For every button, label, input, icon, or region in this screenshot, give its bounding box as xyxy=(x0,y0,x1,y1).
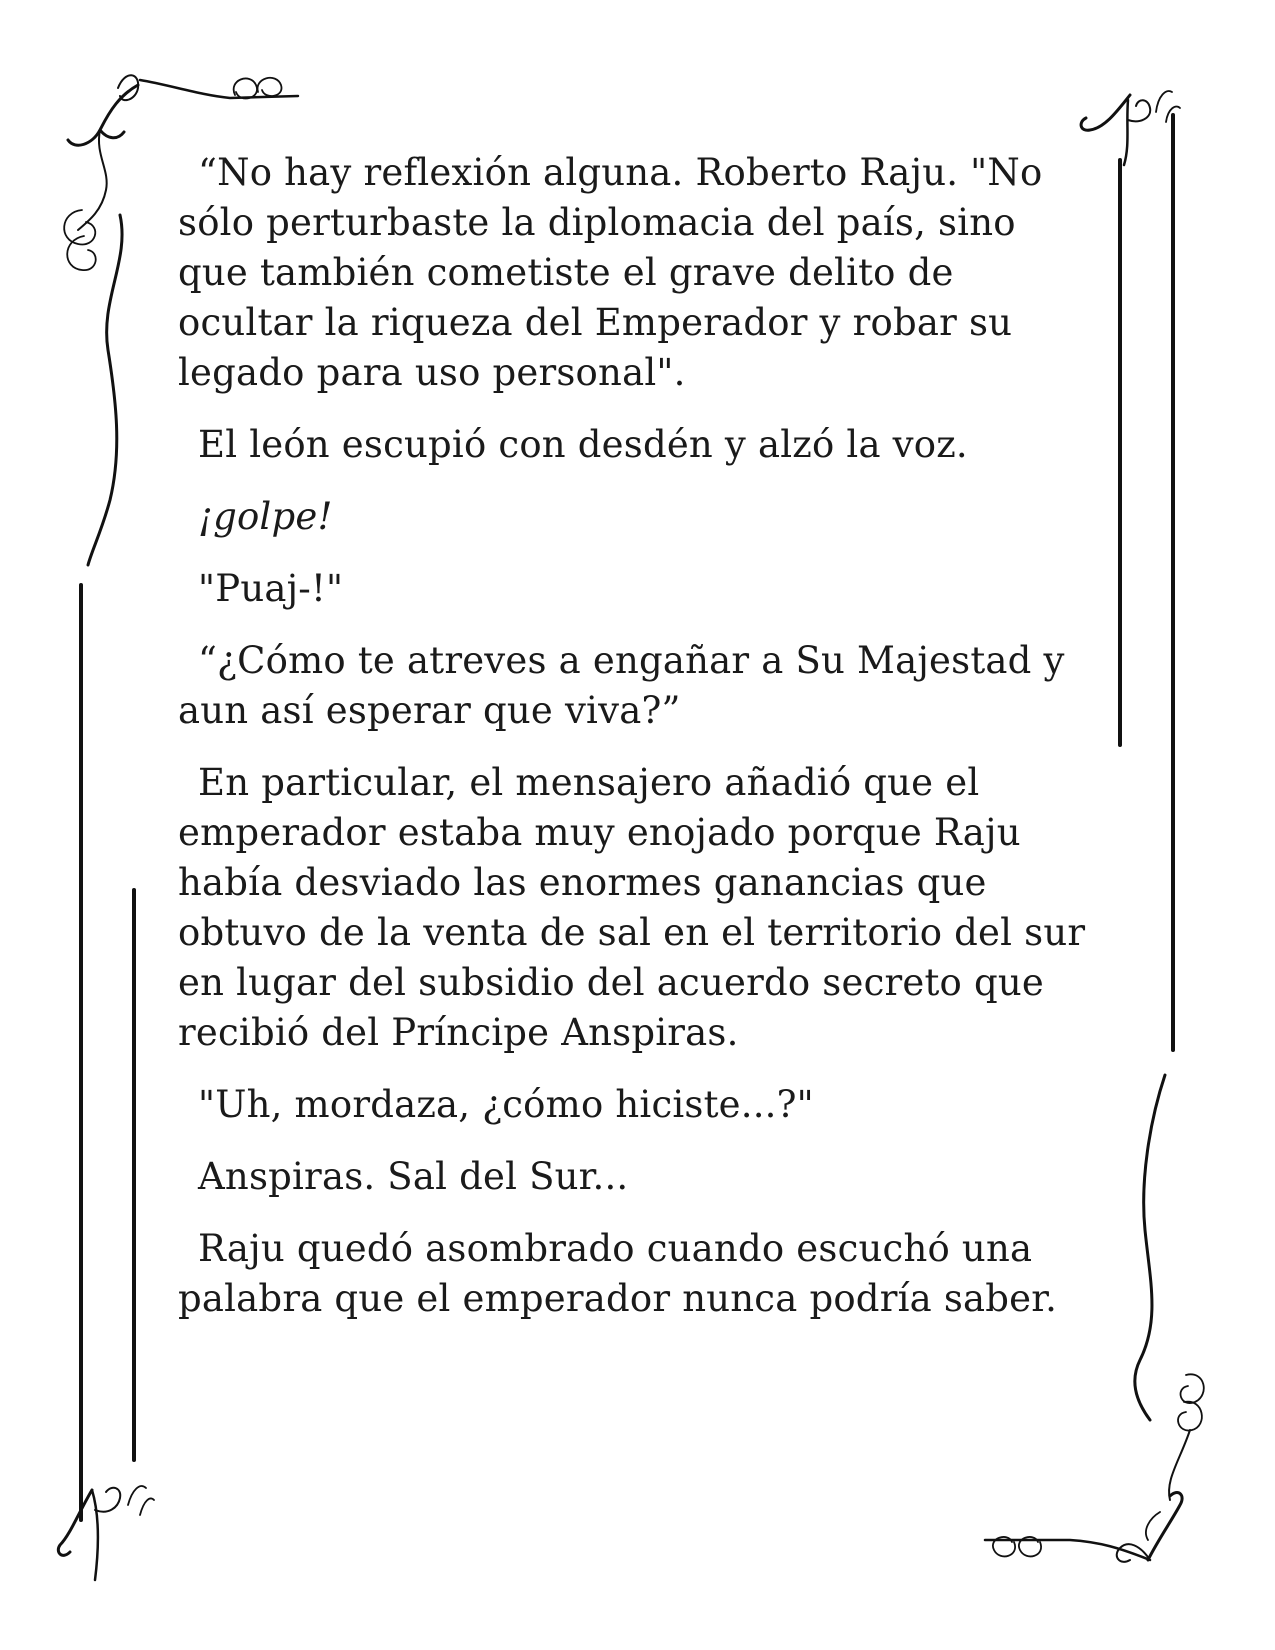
paragraph: "Uh, mordaza, ¿cómo hiciste...?" xyxy=(198,1083,814,1126)
paragraph: El león escupió con desdén y alzó la voz. xyxy=(198,423,968,466)
body-text xyxy=(178,148,1088,1346)
paragraph: Anspiras. Sal del Sur... xyxy=(198,1155,629,1198)
paragraph: “¿Cómo te atreves a engañar a Su Majestad y aun así esperar que viva?” xyxy=(178,639,1065,732)
bottom-left-flourish xyxy=(58,1486,154,1580)
top-right-flourish xyxy=(1081,91,1180,1050)
paragraph: “No hay reflexión alguna. Roberto Raju. "No sólo perturbaste la diplomacia del país, sino que también cometiste el grave delito de ocultar la riqueza del Emperador y robar su legado para uso personal". xyxy=(178,151,1043,394)
paragraph: "Puaj-!" xyxy=(198,567,344,610)
sound-effect: ¡golpe! xyxy=(198,495,333,538)
paragraph: Raju quedó asombrado cuando escuchó una palabra que el emperador nunca podría saber. xyxy=(178,1227,1058,1320)
paragraph: En particular, el mensajero añadió que el emperador estaba muy enojado porque Raju había desviado las enormes ganancias que obtuvo de la venta de sal en el territorio del sur en lugar del subsidio del acuerdo secreto que recibió del Príncipe Anspiras. xyxy=(178,761,1086,1054)
